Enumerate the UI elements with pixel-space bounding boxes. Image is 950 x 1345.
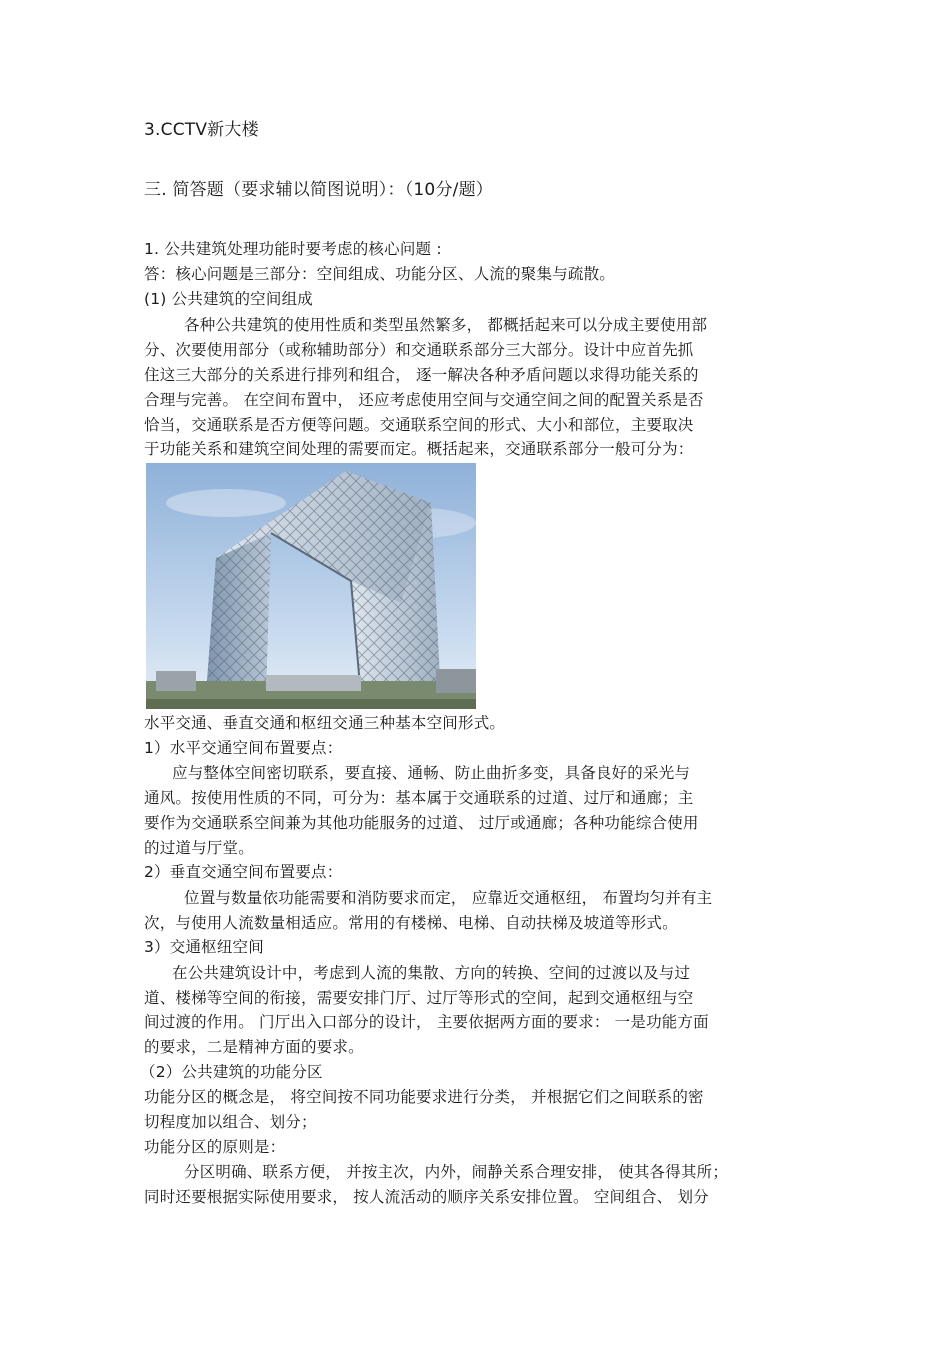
paragraph-line: 恰当，交通联系是否方便等问题。交通联系空间的形式、大小和部位，主要取决 [144,416,694,434]
paragraph-line: 合理与完善。 在空间布置中， 还应考虑使用空间与交通空间之间的配置关系是否 [144,391,704,409]
paragraph-line: 在公共建筑设计中，考虑到人流的集散、方向的转换、空间的过渡以及与过 [172,964,691,982]
answer-line: 答：核心问题是三部分：空间组成、功能分区、人流的聚集与疏散。 [144,265,616,283]
section-heading: 三. 简答题（要求辅以简图说明）：（10分/题） [144,180,493,200]
paragraph-line: 间过渡的作用。 门厅出入口部分的设计， 主要依据两方面的要求： 一是功能方面 [144,1013,709,1031]
paragraph-line: 道、楼梯等空间的衔接，需要安排门厅、过厅等形式的空间，起到交通枢纽与空 [144,989,694,1007]
subheading-zoning: （2）公共建筑的功能分区 [140,1063,323,1081]
heading-vertical-traffic: 2）垂直交通空间布置要点： [144,863,343,881]
paragraph-line: 同时还要根据实际使用要求， 按人流活动的顺序关系安排位置。 空间组合、 划分 [144,1188,709,1206]
paragraph-line: 位置与数量依功能需要和消防要求而定， 应靠近交通枢纽， 布置均匀并有主 [184,889,713,907]
paragraph-line: 功能分区的概念是， 将空间按不同功能要求进行分类， 并根据它们之间联系的密 [144,1088,704,1106]
paragraph-line: 要作为交通联系空间兼为其他功能服务的过道、 过厅或通廊；各种功能综合使用 [144,814,699,832]
paragraph-line: 的要求，二是精神方面的要求。 [144,1038,364,1056]
heading-zoning-principle: 功能分区的原则是： [144,1138,286,1156]
cctv-building-photo [146,463,476,709]
paragraph-line: 分区明确、联系方便， 并按主次，内外，闹静关系合理安排， 使其各得其所； [184,1163,729,1181]
paragraph-line: 水平交通、垂直交通和枢纽交通三种基本空间形式。 [144,714,506,732]
paragraph-line: 住这三大部分的关系进行排列和组合， 逐一解决各种矛盾问题以求得功能关系的 [144,366,699,384]
paragraph-line: 各种公共建筑的使用性质和类型虽然繁多， 都概括起来可以分成主要使用部 [184,316,708,334]
paragraph-line: 于功能关系和建筑空间处理的需要而定。概括起来，交通联系部分一般可分为： [144,440,694,458]
paragraph-line: 通风。按使用性质的不同，可分为：基本属于交通联系的过道、过厅和通廊；主 [144,789,694,807]
paragraph-line: 分、次要使用部分（或称辅助部分）和交通联系部分三大部分。设计中应首先抓 [144,341,694,359]
paragraph-line: 的过道与厅堂。 [144,839,254,857]
question-1: 1. 公共建筑处理功能时要考虑的核心问题 : [144,240,442,258]
heading-hub-space: 3）交通枢纽空间 [144,938,264,956]
paragraph-line: 次，与使用人流数量相适应。常用的有楼梯、电梯、自动扶梯及坡道等形式。 [144,914,678,932]
paragraph-line: 应与整体空间密切联系，要直接、通畅、防止曲折多变，具备良好的采光与 [172,764,691,782]
subheading-composition: (1) 公共建筑的空间组成 [144,290,313,308]
heading-horizontal-traffic: 1）水平交通空间布置要点： [144,739,343,757]
paragraph-line: 切程度加以组合、划分； [144,1113,317,1131]
item-title: 3.CCTV新大楼 [144,120,259,140]
